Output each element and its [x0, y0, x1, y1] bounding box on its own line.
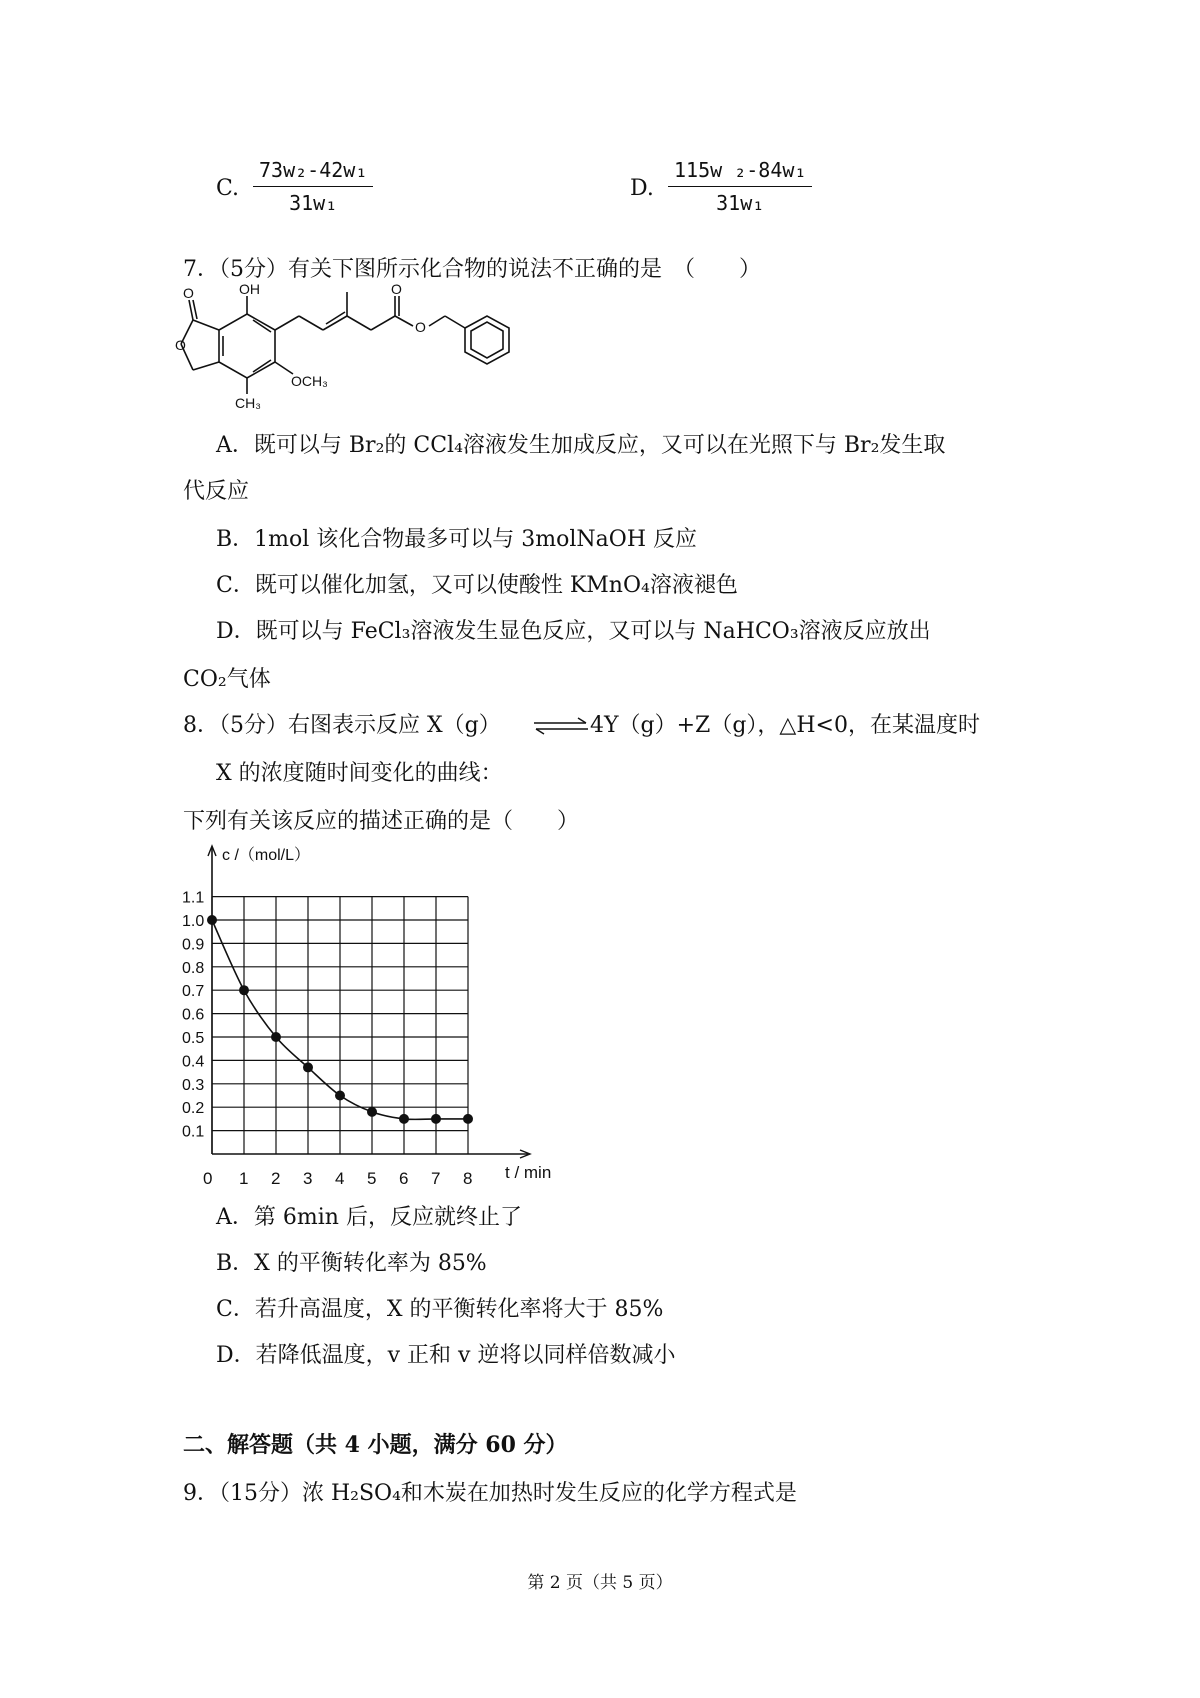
chart-data-point: [431, 1114, 441, 1124]
q7-option-a-line1: A．既可以与 Br₂的 CCl₄溶液发生加成反应，又可以在光照下与 Br₂发生取: [216, 433, 946, 458]
chart-data-point: [367, 1107, 377, 1117]
chart-x-tick-label: 5: [367, 1169, 377, 1187]
chart-y-tick-label: 0.9: [182, 936, 205, 954]
concentration-time-chart: [160, 842, 560, 1187]
q6-option-d-numerator: 115w ₂-84w₁: [668, 158, 812, 187]
chart-y-tick-label: 0.7: [182, 983, 205, 1001]
chart-y-tick-label: 0.8: [182, 959, 205, 977]
chart-data-point: [271, 1032, 281, 1042]
q7-structure-carbonyl-o-label: O: [183, 285, 194, 301]
q6-option-d-label: D.: [630, 176, 654, 201]
q9-stem: 9．（15分）浓 H₂SO₄和木炭在加热时发生反应的化学方程式是: [183, 1481, 797, 1506]
q7-structure-diagram: [175, 282, 535, 422]
q8-option-b: B．X 的平衡转化率为 85%: [216, 1251, 487, 1276]
chart-y-tick-label: 0.3: [182, 1076, 205, 1094]
page-footer: 第 2 页（共 5 页）: [527, 1573, 673, 1593]
chart-y-tick-label: 0.5: [182, 1030, 205, 1047]
q7-option-b: B．1mol 该化合物最多可以与 3molNaOH 反应: [216, 527, 698, 552]
chart-y-tick-label: 1.1: [182, 889, 205, 907]
chart-x-tick-label: 6: [399, 1169, 409, 1187]
q6-option-c-fraction: [253, 158, 373, 215]
chart-x-tick-label: 8: [463, 1169, 473, 1187]
chart-x-tick-label: 7: [431, 1169, 441, 1187]
q7-option-a-line2: 代反应: [183, 479, 250, 504]
q7-option-c: C．既可以催化加氢，又可以使酸性 KMnO₄溶液褪色: [216, 573, 738, 598]
chart-y-tick-label: 0.6: [182, 1006, 205, 1024]
chart-x-tick-label: 2: [271, 1169, 281, 1187]
chart-data-point: [239, 985, 249, 995]
q7-structure-ester-carbonyl-o-label: O: [391, 282, 402, 297]
q8-stem-part2: 4Y（g）+Z（g），△H<0，在某温度时: [590, 713, 980, 738]
q7-structure-ester-o-label: O: [415, 319, 426, 335]
q6-option-c-numerator: 73w₂-42w₁: [253, 158, 373, 187]
q8-stem-line3: 下列有关该反应的描述正确的是（ ）: [183, 809, 580, 834]
q7-structure-oh-label: OH: [239, 282, 260, 297]
q7-structure-ch3-label: CH₃: [235, 395, 261, 411]
q6-option-d-fraction: [668, 158, 812, 215]
chart-x-tick-label: 0: [203, 1169, 213, 1187]
q8-stem-part1: 8．（5分）右图表示反应 X（g）: [183, 713, 501, 738]
q7-option-d-line2: CO₂气体: [183, 667, 271, 692]
q8-option-d: D．若降低温度，v 正和 v 逆将以同样倍数减小: [216, 1343, 676, 1368]
chart-tick-labels: [182, 890, 472, 1187]
chart-y-tick-label: 0.4: [182, 1053, 205, 1071]
chart-y-tick-label: 0.1: [182, 1123, 205, 1141]
chart-data-point: [207, 915, 217, 925]
chart-y-tick-label: 0.2: [182, 1100, 205, 1118]
q6-option-d-denominator: 31w₁: [716, 191, 765, 215]
equilibrium-arrow-icon: [532, 716, 590, 736]
chart-x-tick-label: 1: [239, 1169, 249, 1187]
q6-option-c-denominator: 31w₁: [289, 191, 338, 215]
chart-x-tick-label: 4: [335, 1169, 345, 1187]
q7-structure-och3-label: OCH₃: [291, 373, 328, 389]
q8-option-a: A．第 6min 后，反应就终止了: [216, 1205, 522, 1230]
chart-y-tick-label: 1.0: [182, 913, 205, 930]
chart-grid: [212, 897, 468, 1154]
q6-option-c-label: C.: [216, 176, 240, 201]
q8-stem-line2: X 的浓度随时间变化的曲线：: [216, 761, 503, 786]
q7-structure-ring-o-label: O: [175, 337, 186, 353]
q7-stem: 7．（5分）有关下图所示化合物的说法不正确的是 （ ）: [183, 257, 761, 282]
q8-option-c: C．若升高温度，X 的平衡转化率将大于 85%: [216, 1297, 664, 1322]
chart-data-point: [463, 1114, 473, 1124]
chart-x-axis-label: t / min: [505, 1163, 552, 1182]
chart-y-axis-label: c /（mol/L）: [222, 847, 311, 864]
chart-x-tick-label: 3: [303, 1169, 313, 1187]
chart-data-point: [335, 1091, 345, 1101]
chart-data-point: [303, 1062, 313, 1072]
section-2-title: 二、解答题（共 4 小题，满分 60 分）: [183, 1432, 568, 1458]
chart-data-point: [399, 1114, 409, 1124]
q7-option-d-line1: D．既可以与 FeCl₃溶液发生显色反应，又可以与 NaHCO₃溶液反应放出: [216, 619, 931, 644]
